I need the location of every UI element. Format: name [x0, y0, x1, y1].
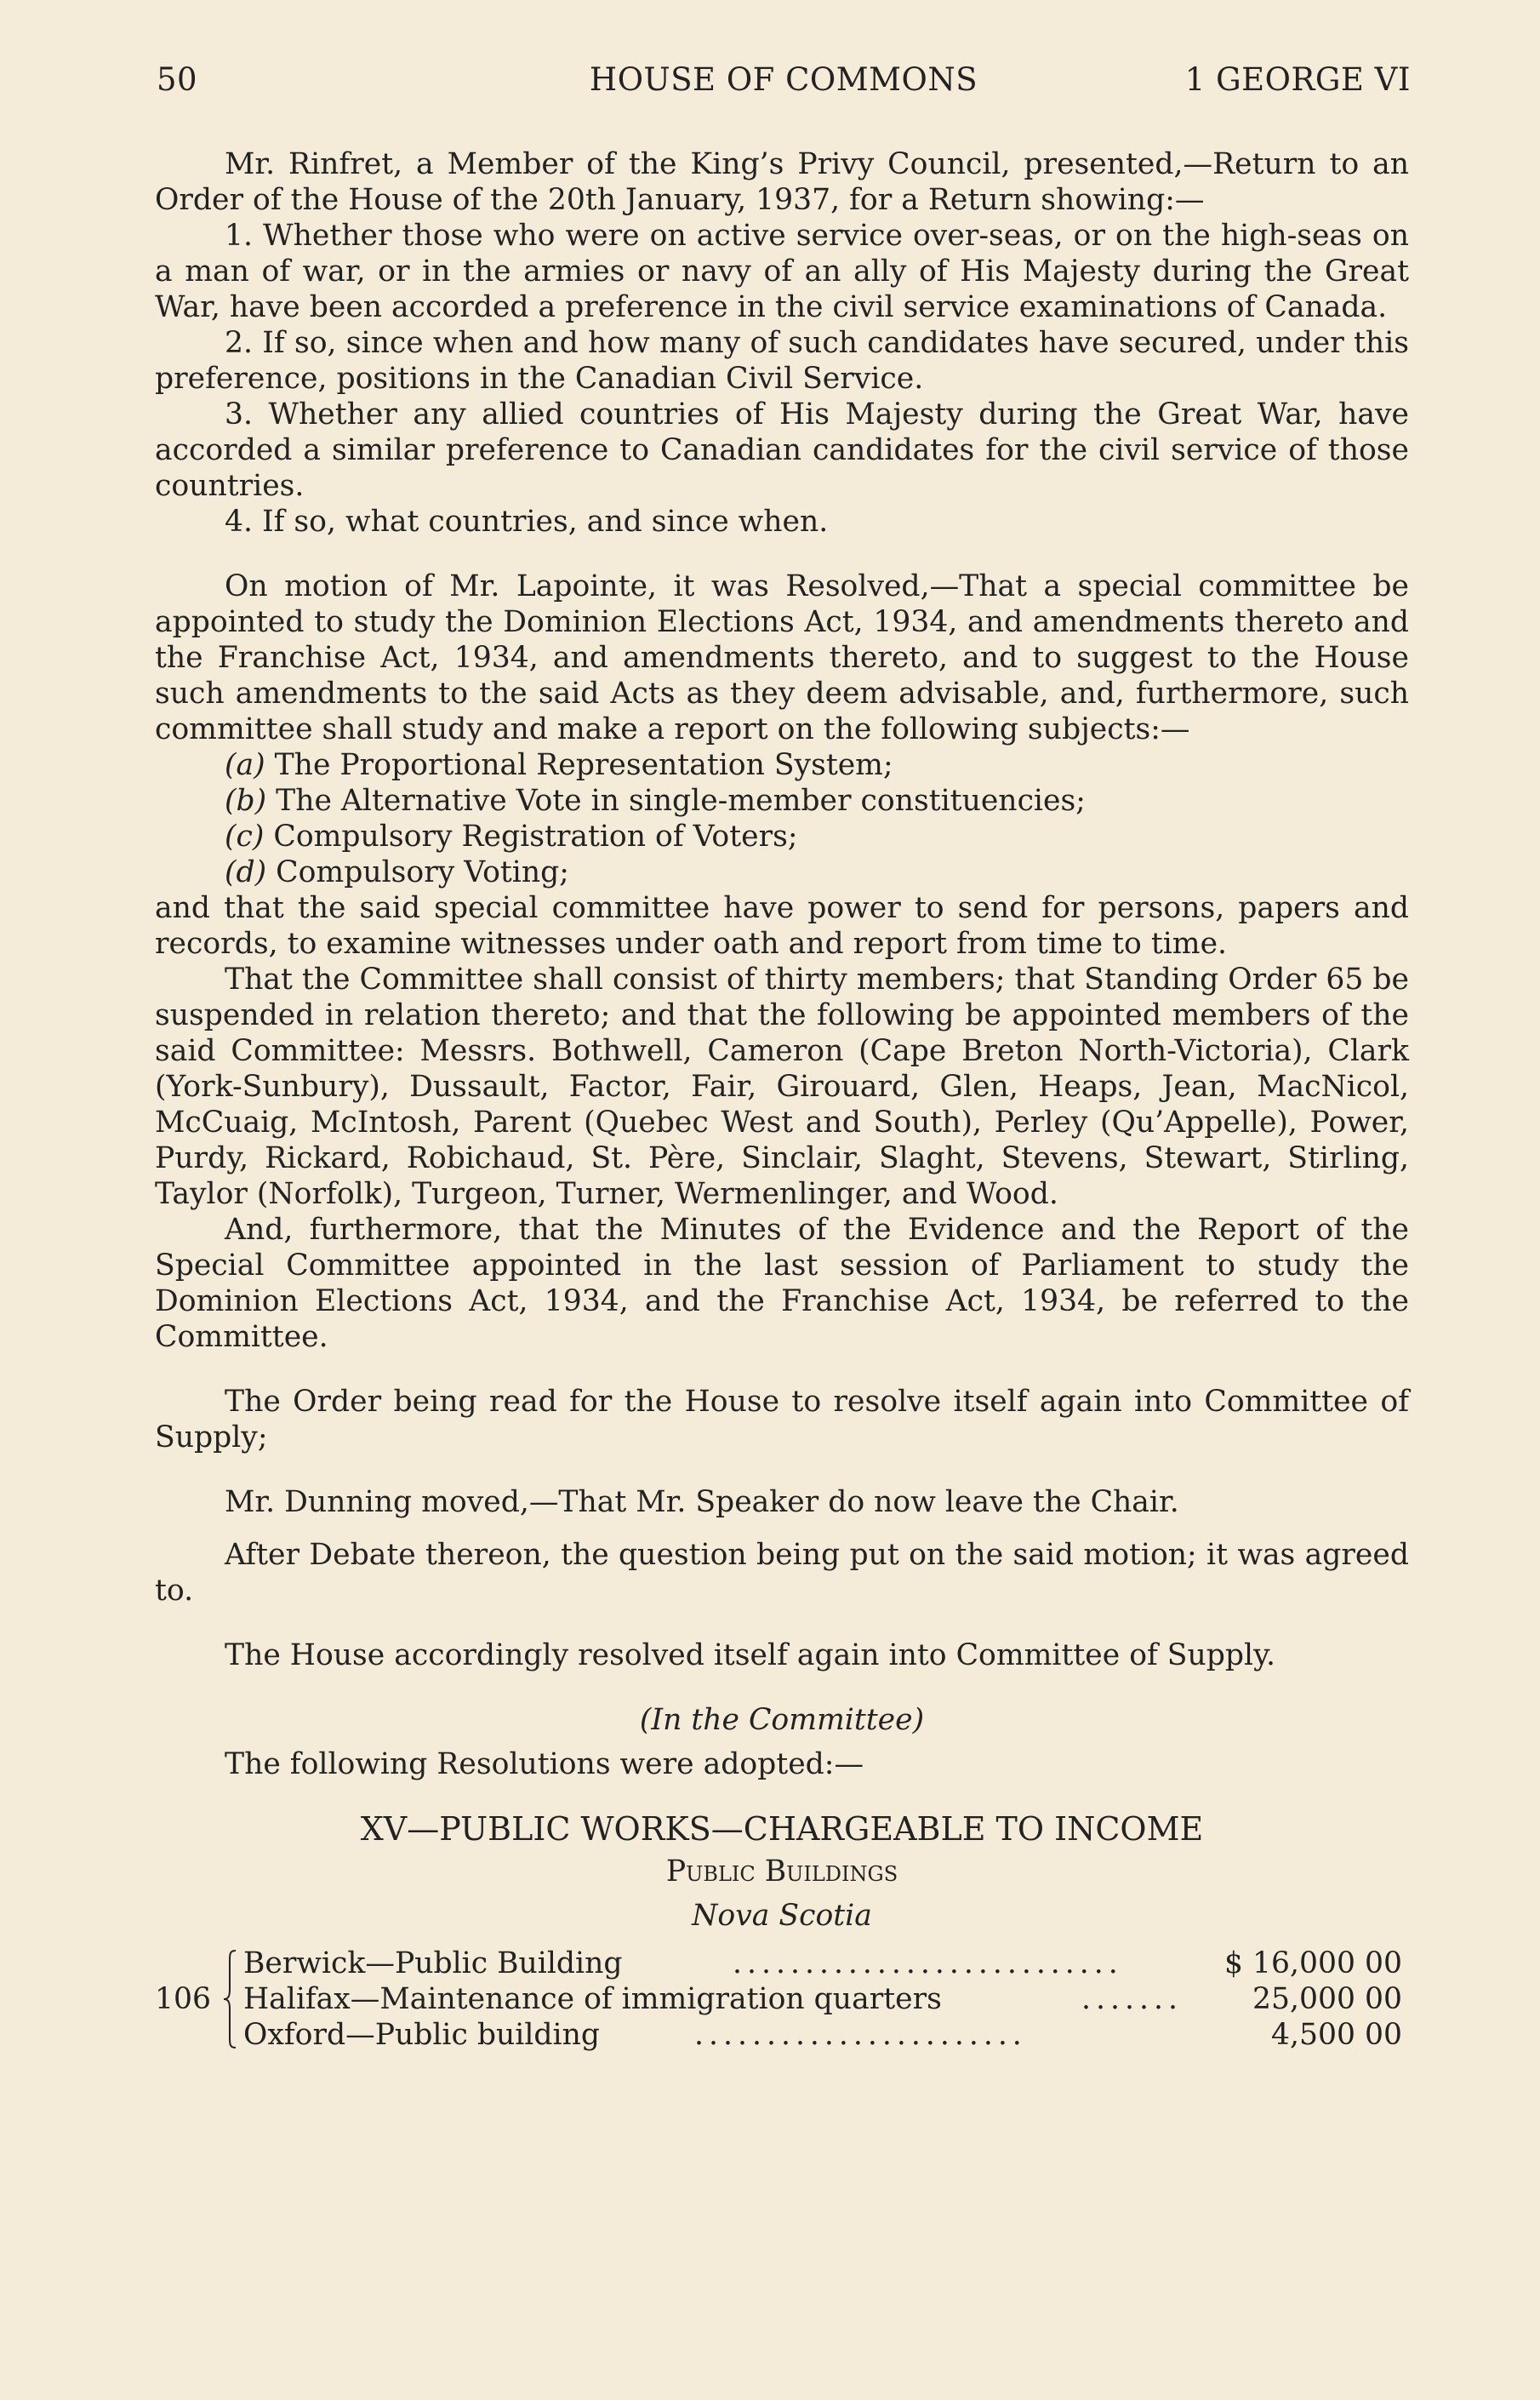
subject-marker: (d)	[225, 855, 267, 889]
supply-moved: Mr. Dunning moved,—That Mr. Speaker do now leave the Chair.	[225, 1485, 1179, 1519]
motion-composition: That the Committee shall consist of thirty members; that Standing Order 65 be suspended in relation thereto; and that the following be appointed members of the said Committee: Messrs. Bothwell, Cameron (Cape Breton North-Victoria), Clark (York-Sunbury), Dussault, Factor, Fair, Girouard, Glen, Heaps, Jean, MacNicol, McCuaig, McIntosh, Parent (Quebec West and South), Perley (Qu’Appelle), Power, Purdy, Rickard, Robichaud, St. Père, Sinclair, Slaght, Stevens, Stewart, Stirling, Taylor (Norfolk), Turgeon, Turner, Wermenlinger, and Wood.	[155, 963, 1409, 1211]
return-intro: Mr. Rinfret, a Member of the King’s Privy Council, presented,—Return to an Order of the House of the 20th January, 1937, for a Return showing:—	[155, 147, 1409, 217]
return-item: 4. If so, what countries, and since when.	[225, 505, 829, 539]
page-number: 50	[157, 61, 198, 98]
return-item: 3. Whether any allied countries of His Majesty during the Great War, have accorded a similar preference to Canadian candidates for the civil service of those countries.	[155, 397, 1409, 503]
table-row	[243, 1946, 1402, 1981]
regnal-year: 1 GEORGE VI	[1184, 61, 1411, 98]
province-heading: Nova Scotia	[692, 1899, 872, 1933]
row-amount: $ 16,000 00	[1224, 1946, 1402, 1980]
supply-resolved: The House accordingly resolved itself again into Committee of Supply.	[225, 1638, 1276, 1672]
leader-dots: .......	[1081, 1982, 1183, 2016]
brace-icon	[223, 1949, 237, 2049]
subject-item	[225, 819, 1409, 854]
subject-text: The Proportional Representation System;	[274, 748, 893, 782]
subject-text: Compulsory Voting;	[276, 855, 569, 889]
supply-order: The Order being read for the House to resolve itself again into Committee of Supply;	[155, 1385, 1409, 1454]
subject-marker: (c)	[225, 820, 265, 854]
row-label: Halifax—Maintenance of immigration quarters	[243, 1982, 942, 2016]
row-amount: 4,500 00	[1271, 2018, 1402, 2052]
subject-item	[225, 747, 1409, 783]
subject-marker: (a)	[225, 748, 265, 782]
vote-number: 106	[155, 1982, 211, 2016]
in-committee-heading: (In the Committee)	[639, 1703, 925, 1737]
motion-powers: and that the said special committee have power to send for persons, papers and records, to examine witnesses under oath and report from time to time.	[155, 891, 1409, 961]
motion-referral: And, furthermore, that the Minutes of the Evidence and the Report of the Special Committee appointed in the last session of Parliament to study the Dominion Elections Act, 1934, and the Franchise Act, 1934, be referred to the Committee.	[155, 1213, 1409, 1354]
subject-text: Compulsory Registration of Voters;	[273, 820, 798, 854]
page-header	[157, 61, 1411, 104]
table-row	[243, 2017, 1402, 2053]
subject-text: The Alternative Vote in single-member constituencies;	[276, 784, 1086, 818]
estimates-heading: XV—PUBLIC WORKS—CHARGEABLE TO INCOME	[360, 1810, 1204, 1848]
return-item: 1. Whether those who were on active service over-seas, or on the high-seas on a man of war, or in the armies or navy of an ally of His Majesty during the Great War, have been accorded a preference in the civil service examinations of Canada.	[155, 219, 1409, 324]
leader-dots: ...........................	[733, 1946, 1123, 1980]
estimates-table	[155, 1946, 1409, 2053]
row-label: Berwick—Public Building	[243, 1946, 623, 1980]
return-item: 2. If so, since when and how many of such candidates have secured, under this preference, positions in the Canadian Civil Service.	[155, 326, 1409, 396]
page-body	[155, 146, 1409, 2053]
subject-item	[225, 854, 1409, 890]
leader-dots: .......................	[694, 2018, 1027, 2052]
row-label: Oxford—Public building	[243, 2018, 600, 2052]
resolutions-adopted: The following Resolutions were adopted:—	[225, 1747, 864, 1781]
table-row	[243, 1981, 1402, 2017]
motion-intro: On motion of Mr. Lapointe, it was Resolved,—That a special committee be appointed to study the Dominion Elections Act, 1934, and amendments thereto and the Franchise Act, 1934, and amendments thereto, and to suggest to the House such amendments to the said Acts as they deem advisable, and, furthermore, such committee shall study and make a report on the following subjects:—	[155, 569, 1409, 746]
subject-item	[225, 783, 1409, 819]
page-title: HOUSE OF COMMONS	[589, 61, 978, 98]
estimates-subheading: Public Buildings	[665, 1854, 898, 1889]
row-amount: 25,000 00	[1252, 1982, 1402, 2016]
subject-marker: (b)	[225, 784, 267, 818]
supply-debate: After Debate thereon, the question being put on the said motion; it was agreed to.	[155, 1538, 1409, 1608]
